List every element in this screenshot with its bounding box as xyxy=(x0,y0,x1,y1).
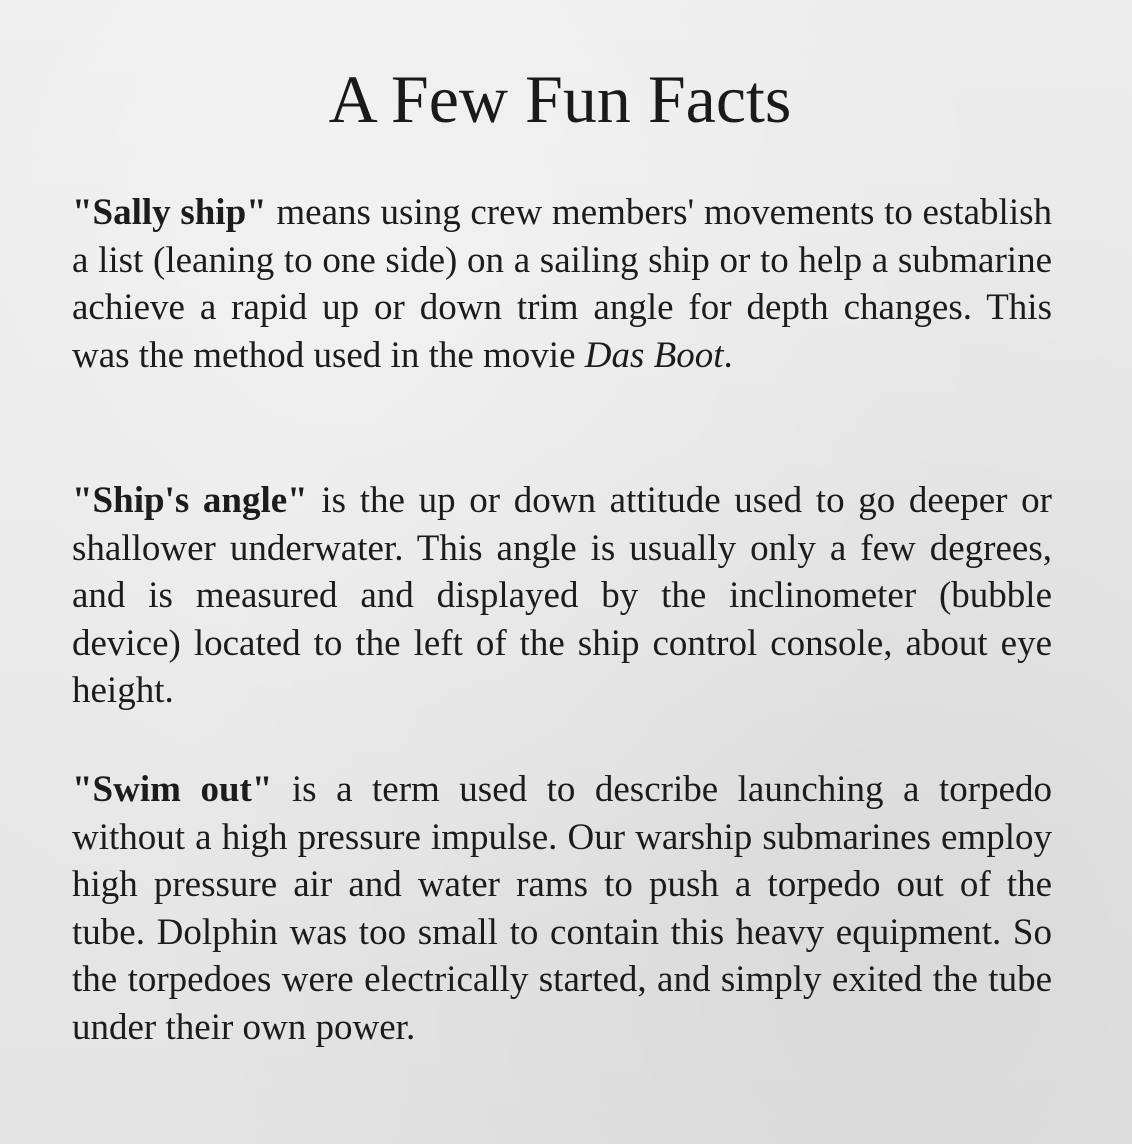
fact-sally-ship xyxy=(72,189,1052,379)
movie-title: Das Boot xyxy=(584,334,724,376)
page-title: A Few Fun Facts xyxy=(328,61,792,137)
fact-text: is a term used to describe launching a torpedo without a high pressure impulse. Our warship submarines employ high pressure air and water rams to push a torpedo out of the tube. Dolphin was too small to contain this heavy equipment. So the torpedoes were electrically started, and simply exited the tube under their own power. xyxy=(72,769,1052,1048)
fact-term: "Sally ship" xyxy=(72,192,267,233)
fact-text: is the up or down attitude used to go deeper or shallower underwater. This angle is usually only a few degrees, and is measured and displayed by the inclinometer (bubble device) located to the left of the ship control console, about eye height. xyxy=(72,480,1052,711)
fact-text: means using crew members' movements to establish a list (leaning to one side) on a sailing ship or to help a submarine achieve a rapid up or down trim angle for depth changes. This was the method used in the movie xyxy=(72,192,1052,376)
fact-swim-out xyxy=(72,766,1052,1051)
fact-end: . xyxy=(723,334,733,376)
fact-term: "Swim out" xyxy=(72,769,273,810)
fact-term: "Ship's angle" xyxy=(72,480,308,521)
fact-ships-angle xyxy=(72,477,1052,715)
